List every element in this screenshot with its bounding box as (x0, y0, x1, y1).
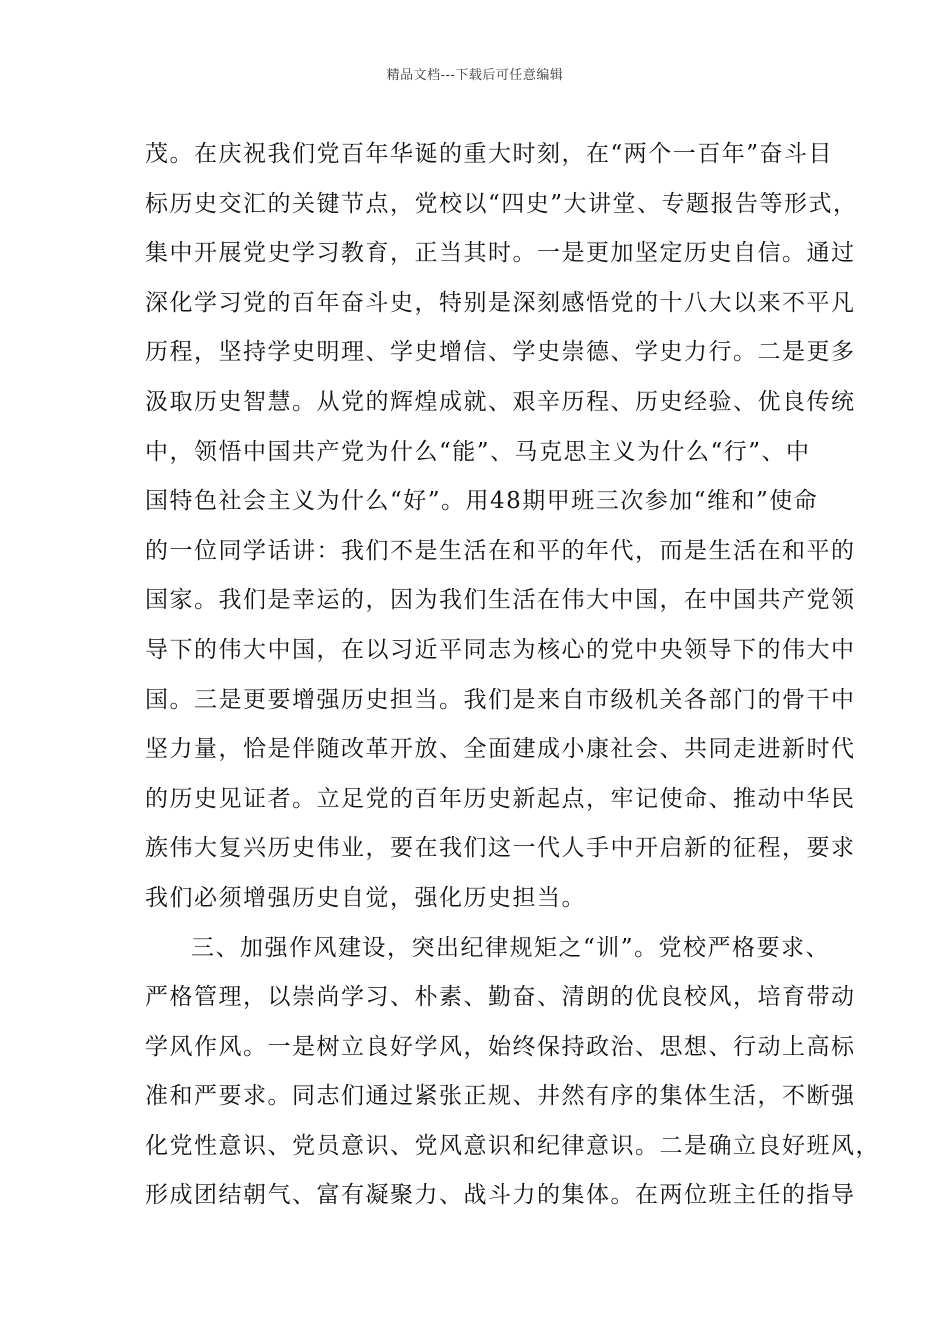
paragraph-line: 形成团结朝气、富有凝聚力、战斗力的集体。在两位班主任的指导 (145, 1182, 856, 1209)
document-body (145, 130, 880, 1221)
paragraph-line: 族伟大复兴历史伟业，要在我们这一代人手中开启新的征程，要求 (145, 835, 856, 862)
paragraph-line: 我们必须增强历史自觉，强化历史担当。 (145, 884, 586, 911)
paragraph-line: 的一位同学话讲：我们不是生活在和平的年代，而是生活在和平的 (145, 537, 856, 564)
paragraph-line: 学风作风。一是树立良好学风，始终保持政治、思想、行动上高标 (145, 1033, 856, 1060)
paragraph-line: 标历史交汇的关键节点，党校以“四史”大讲堂、专题报告等形式， (145, 190, 858, 217)
paragraph-line: 国家。我们是幸运的，因为我们生活在伟大中国，在中国共产党领 (145, 587, 856, 614)
paragraph-2 (145, 924, 880, 1222)
paragraph-line: 导下的伟大中国，在以习近平同志为核心的党中央领导下的伟大中 (145, 636, 856, 663)
paragraph-line: 集中开展党史学习教育，正当其时。一是更加坚定历史自信。通过 (145, 240, 856, 267)
paragraph-line: 中，领悟中国共产党为什么“能”、马克思主义为什么“行”、中 (145, 438, 811, 465)
paragraph-1 (145, 130, 858, 924)
paragraph-line: 准和严要求。同志们通过紧张正规、井然有序的集体生活，不断强 (145, 1083, 856, 1110)
paragraph-line: 国。三是更要增强历史担当。我们是来自市级机关各部门的骨干中 (145, 686, 856, 713)
paragraph-line: 三、加强作风建设，突出纪律规矩之“训”。党校严格要求、 (191, 934, 831, 961)
paragraph-line: 化党性意识、党员意识、党风意识和纪律意识。二是确立良好班风， (145, 1132, 880, 1159)
paragraph-line: 历程，坚持学史明理、学史增信、学史崇德、学史力行。二是更多 (145, 339, 856, 366)
paragraph-line: 的历史见证者。立足党的百年历史新起点，牢记使命、推动中华民 (145, 785, 856, 812)
paragraph-line: 汲取历史智慧。从党的辉煌成就、艰辛历程、历史经验、优良传统 (145, 388, 856, 415)
paragraph-line: 深化学习党的百年奋斗史，特别是深刻感悟党的十八大以来不平凡 (145, 289, 856, 316)
paragraph-line: 坚力量，恰是伴随改革开放、全面建成小康社会、共同走进新时代 (145, 736, 856, 763)
paragraph-line: 国特色社会主义为什么“好”。用48期甲班三次参加“维和”使命 (145, 488, 819, 515)
page-header: 精品文档---下载后可任意编辑 (386, 68, 564, 83)
paragraph-line: 严格管理，以崇尚学习、朴素、勤奋、清朗的优良校风，培育带动 (145, 984, 856, 1011)
paragraph-line: 茂。在庆祝我们党百年华诞的重大时刻，在“两个一百年”奋斗目 (145, 141, 834, 167)
